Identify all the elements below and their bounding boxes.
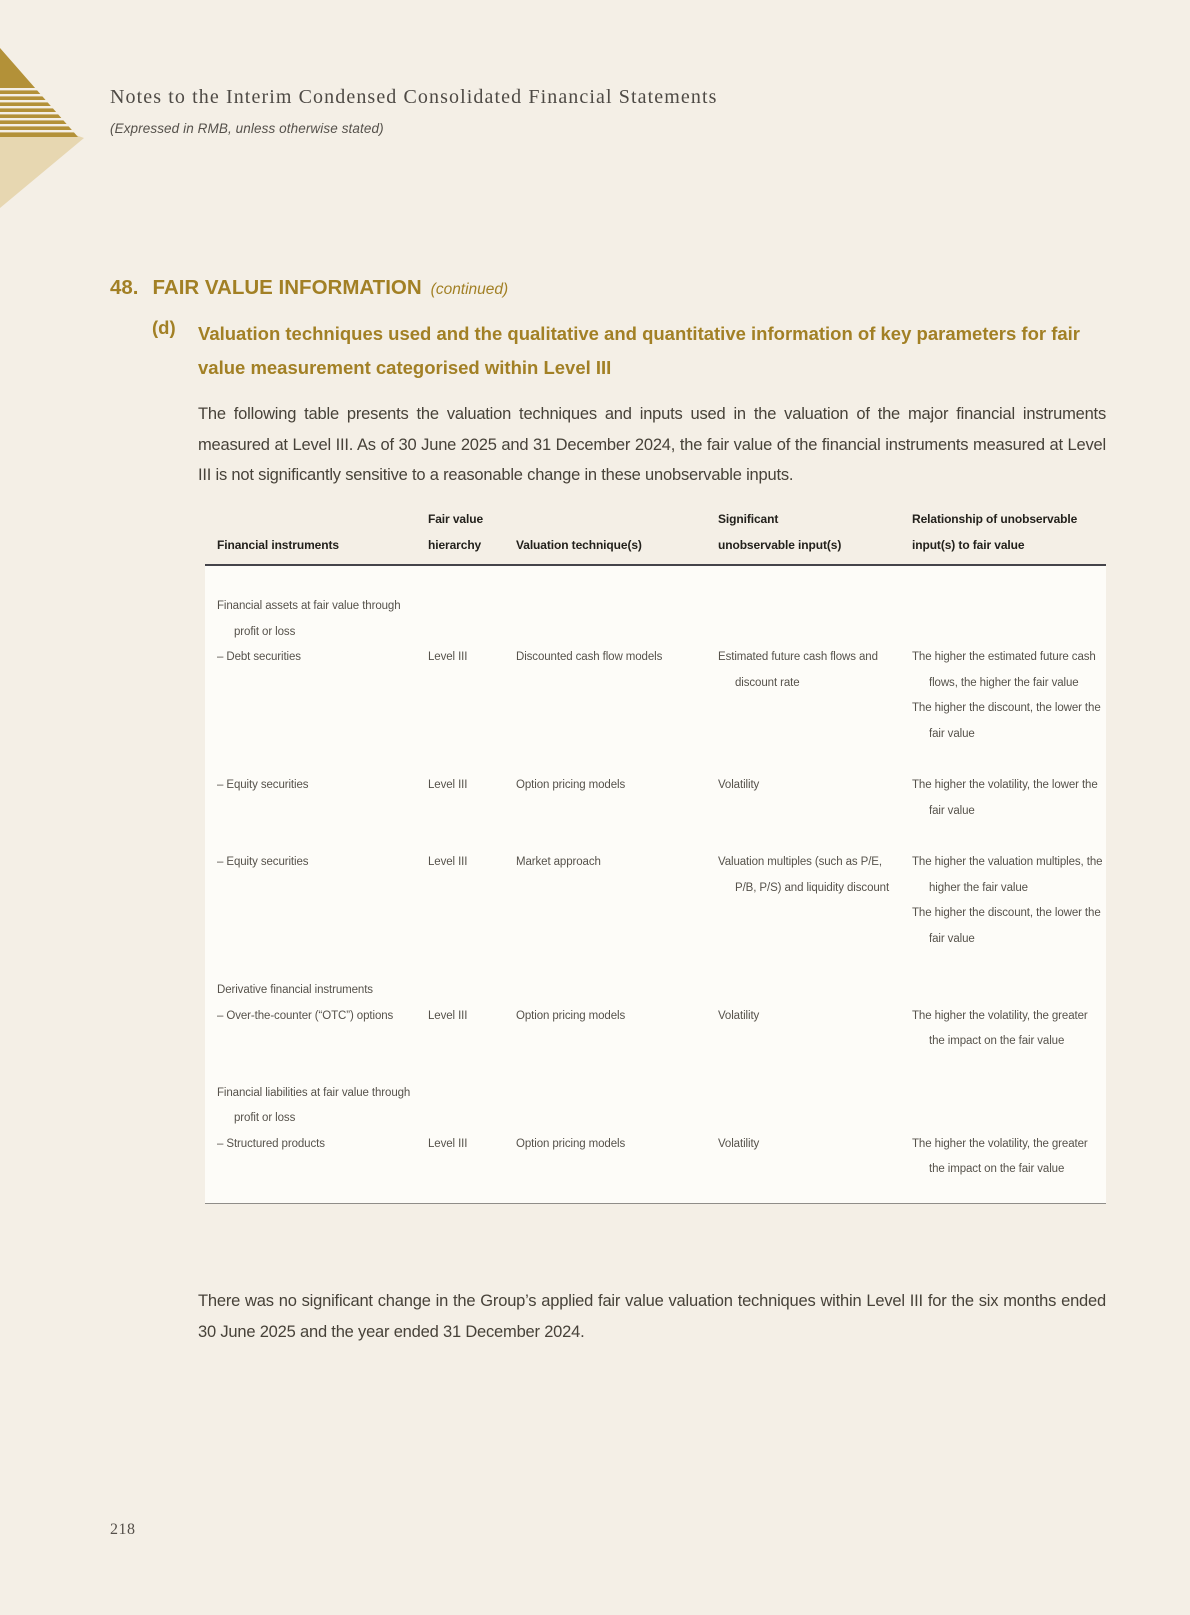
valuation-table-header (205, 506, 1106, 564)
group-label: Financial liabilities at fair value through profit or loss (217, 1086, 411, 1124)
section-title: FAIR VALUE INFORMATION (152, 276, 422, 299)
cell-relationship: The higher the volatility, the greater the impact on the fair value (912, 1137, 1088, 1175)
cell-unobservable-input: Valuation multiples (such as P/E, P/B, P/S) and liquidity discount (718, 856, 890, 894)
cell-technique: Option pricing models (516, 779, 626, 791)
subsection-heading (152, 317, 1082, 385)
cell-unobservable-input: Volatility (718, 1137, 760, 1150)
cell-hierarchy: Level III (428, 779, 468, 791)
cell-technique: Option pricing models (516, 1137, 626, 1150)
corner-decoration (0, 46, 100, 216)
subsection-title: Valuation techniques used and the qualitative and quantitative information of key parameters for fair value measurement categorised within Level III (198, 323, 1081, 378)
header-fair-value-hierarchy: Fair value hierarchy (428, 512, 484, 552)
cell-hierarchy: Level III (428, 651, 468, 663)
page-number: 218 (110, 1521, 136, 1538)
cell-instrument: – Debt securities (217, 651, 301, 663)
subsection-label: (d) (152, 317, 176, 338)
cell-instrument: – Structured products (217, 1137, 325, 1150)
cell-relationship: The higher the volatility, the lower the fair value (912, 779, 1098, 817)
table-row (205, 773, 1106, 824)
table-row (205, 645, 1106, 747)
cell-instrument: – Over-the-counter (“OTC”) options (217, 1009, 394, 1022)
table-row-equity-market-approach (205, 850, 1106, 952)
cell-hierarchy: Level III (428, 1009, 468, 1022)
closing-paragraph: There was no significant change in the Group’s applied fair value valuation techniques within Level III for the six months ended 30 June 2025 and the year ended 31 December 2024. (198, 1292, 1106, 1341)
header-valuation-technique: Valuation technique(s) (516, 538, 642, 552)
table-group-financial-assets (205, 594, 1106, 747)
cell-technique: Option pricing models (516, 1009, 626, 1022)
group-label: Financial assets at fair value through profit or loss (217, 600, 401, 638)
header-significant-unobservable-input: Significant unobservable input(s) (718, 512, 842, 552)
cell-technique: Market approach (516, 856, 601, 868)
valuation-table (205, 506, 1106, 1204)
cell-instrument: – Equity securities (217, 779, 309, 791)
document-subtitle: (Expressed in RMB, unless otherwise stated) (110, 121, 384, 136)
header-financial-instruments: Financial instruments (217, 538, 339, 552)
table-row (205, 850, 1106, 952)
cell-hierarchy: Level III (428, 856, 468, 868)
table-row (205, 1004, 1106, 1055)
group-label: Derivative financial instruments (217, 984, 373, 996)
document-title: Notes to the Interim Condensed Consolidated Financial Statements (110, 86, 718, 108)
table-row-equity-option-pricing (205, 773, 1106, 824)
section-heading (110, 276, 508, 300)
cell-relationship: The higher the valuation multiples, the higher the fair value The higher the discount, the lower the fair value (912, 856, 1103, 945)
section-continued-label: (continued) (430, 281, 509, 298)
valuation-table-body (205, 564, 1106, 1204)
cell-technique: Discounted cash flow models (516, 651, 663, 663)
cell-unobservable-input: Estimated future cash flows and discount rate (718, 651, 878, 689)
header-relationship: Relationship of unobservable input(s) to fair value (912, 512, 1078, 552)
section-number: 48. (110, 276, 139, 299)
table-group-derivatives (205, 978, 1106, 1055)
cell-hierarchy: Level III (428, 1137, 468, 1150)
cell-unobservable-input: Volatility (718, 779, 760, 791)
cell-relationship: The higher the volatility, the greater the impact on the fair value (912, 1009, 1088, 1047)
cell-instrument: – Equity securities (217, 856, 309, 868)
table-row (205, 1132, 1106, 1183)
cell-unobservable-input: Volatility (718, 1009, 760, 1022)
intro-paragraph: The following table presents the valuation techniques and inputs used in the valuation of the major financial instruments measured at Level III. As of 30 June 2025 and 31 December 2024, the fair value of the financial instruments measured at Level III is not significantly sensitive to a reasonable change in these unobservable inputs. (198, 405, 1106, 485)
cell-relationship: The higher the estimated future cash flows, the higher the fair value The higher the discount, the lower the fair value (912, 651, 1101, 740)
table-group-financial-liabilities (205, 1081, 1106, 1183)
